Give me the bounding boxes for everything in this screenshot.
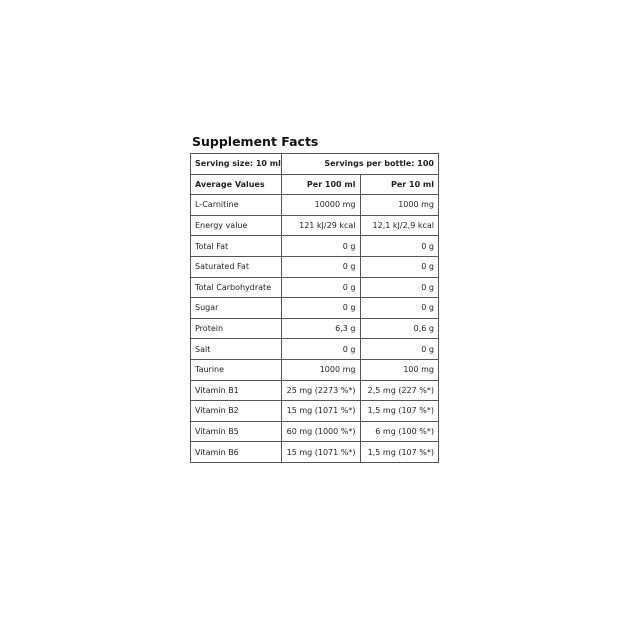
table-row: [191, 380, 439, 401]
table-row: [191, 339, 439, 360]
servings-per-bottle: Servings per bottle: 100: [282, 154, 439, 175]
nutrient-per-100ml: 1000 mg: [282, 359, 361, 380]
table-row: [191, 401, 439, 422]
table-row: [191, 298, 439, 319]
table-row: [191, 442, 439, 463]
nutrient-name: Energy value: [191, 215, 282, 236]
nutrient-per-100ml: 0 g: [282, 256, 361, 277]
nutrient-per-100ml: 10000 mg: [282, 195, 361, 216]
table-row: [191, 421, 439, 442]
header-row: [191, 174, 439, 195]
table-row: [191, 359, 439, 380]
supplement-facts-table: [190, 153, 439, 463]
nutrient-name: Taurine: [191, 359, 282, 380]
nutrient-per-10ml: 2,5 mg (227 %*): [360, 380, 439, 401]
table-row: [191, 277, 439, 298]
nutrient-name: Salt: [191, 339, 282, 360]
nutrient-name: Total Fat: [191, 236, 282, 257]
supplement-facts-panel: [190, 134, 440, 463]
header-per-10ml: Per 10 ml: [360, 174, 439, 195]
nutrient-per-10ml: 12,1 kJ/2,9 kcal: [360, 215, 439, 236]
nutrient-name: Vitamin B2: [191, 401, 282, 422]
nutrient-name: Sugar: [191, 298, 282, 319]
table-row: [191, 215, 439, 236]
nutrient-per-10ml: 0 g: [360, 256, 439, 277]
nutrient-name: Vitamin B6: [191, 442, 282, 463]
nutrient-per-100ml: 0 g: [282, 298, 361, 319]
nutrient-per-10ml: 0 g: [360, 277, 439, 298]
nutrient-per-10ml: 0 g: [360, 339, 439, 360]
nutrient-per-100ml: 0 g: [282, 236, 361, 257]
table-row: [191, 256, 439, 277]
nutrient-per-100ml: 25 mg (2273 %*): [282, 380, 361, 401]
nutrient-per-10ml: 0 g: [360, 298, 439, 319]
nutrient-name: Vitamin B1: [191, 380, 282, 401]
nutrient-per-10ml: 6 mg (100 %*): [360, 421, 439, 442]
table-row: [191, 236, 439, 257]
nutrient-per-100ml: 0 g: [282, 339, 361, 360]
nutrient-per-100ml: 121 kJ/29 kcal: [282, 215, 361, 236]
nutrient-per-10ml: 1,5 mg (107 %*): [360, 401, 439, 422]
table-row: [191, 318, 439, 339]
table-row: [191, 195, 439, 216]
nutrient-name: Vitamin B5: [191, 421, 282, 442]
nutrient-per-10ml: 100 mg: [360, 359, 439, 380]
nutrient-per-100ml: 15 mg (1071 %*): [282, 442, 361, 463]
nutrient-per-10ml: 0 g: [360, 236, 439, 257]
nutrient-per-10ml: 0,6 g: [360, 318, 439, 339]
nutrient-name: Protein: [191, 318, 282, 339]
nutrient-name: Total Carbohydrate: [191, 277, 282, 298]
serving-row: [191, 154, 439, 175]
nutrient-name: L-Carnitine: [191, 195, 282, 216]
nutrient-per-100ml: 60 mg (1000 %*): [282, 421, 361, 442]
nutrient-per-100ml: 0 g: [282, 277, 361, 298]
nutrient-per-100ml: 6,3 g: [282, 318, 361, 339]
nutrient-name: Saturated Fat: [191, 256, 282, 277]
nutrient-per-100ml: 15 mg (1071 %*): [282, 401, 361, 422]
serving-size: Serving size: 10 ml: [191, 154, 282, 175]
nutrient-per-10ml: 1,5 mg (107 %*): [360, 442, 439, 463]
facts-title: Supplement Facts: [192, 134, 319, 149]
nutrient-per-10ml: 1000 mg: [360, 195, 439, 216]
header-per-100ml: Per 100 ml: [282, 174, 361, 195]
header-average-values: Average Values: [191, 174, 282, 195]
